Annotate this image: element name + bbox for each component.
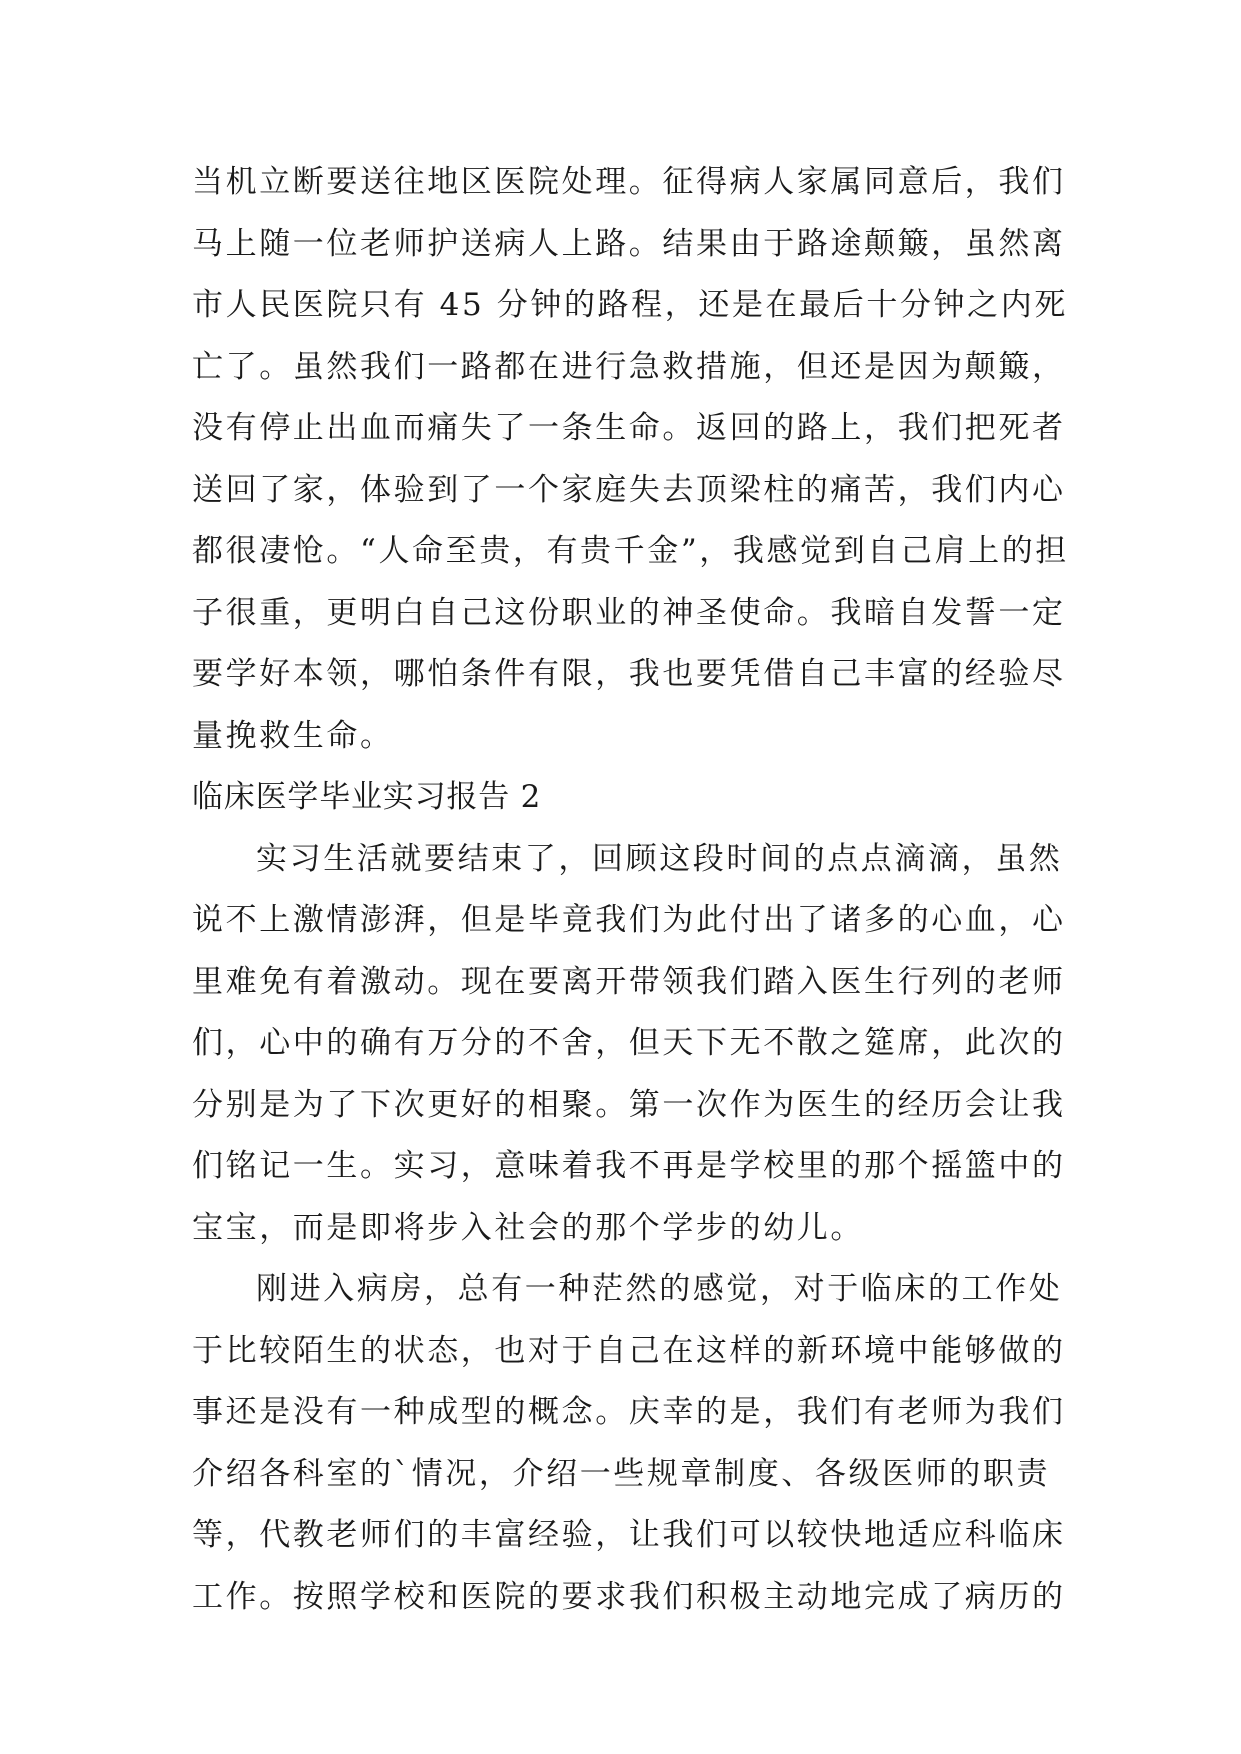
document-body (192, 152, 1069, 1628)
text-line: 们铭记一生。实习，意味着我不再是学校里的那个摇篮中的 (192, 1148, 1066, 1184)
section-heading: 临床医学毕业实习报告 2 (192, 779, 542, 815)
text-line: 市人民医院只有 45 分钟的路程，还是在最后十分钟之内死 (192, 287, 1068, 323)
text-line: 分别是为了下次更好的相聚。第一次作为医生的经历会让我 (192, 1086, 1066, 1123)
text-line: 事还是没有一种成型的概念。庆幸的是，我们有老师为我们 (192, 1394, 1066, 1430)
text-line: 里难免有着激动。现在要离开带领我们踏入医生行列的老师 (192, 963, 1066, 1000)
text-line: 工作。按照学校和医院的要求我们积极主动地完成了病历的 (192, 1578, 1066, 1615)
text-line: 说不上激情澎湃，但是毕竟我们为此付出了诸多的心血，心 (192, 902, 1066, 938)
text-line: 子很重，更明白自己这份职业的神圣使命。我暗自发誓一定 (192, 594, 1066, 631)
text-line: 没有停止出血而痛失了一条生命。返回的路上，我们把死者 (192, 410, 1066, 446)
paragraph-first-line: 刚进入病房，总有一种茫然的感觉，对于临床的工作处 (256, 1271, 1063, 1307)
text-line: 当机立断要送往地区医院处理。征得病人家属同意后，我们 (192, 164, 1066, 200)
text-line: 送回了家，体验到了一个家庭失去顶梁柱的痛苦，我们内心 (192, 471, 1066, 508)
text-line: 都很凄怆。“人命至贵，有贵千金”，我感觉到自己肩上的担 (192, 533, 1069, 569)
text-line: 等，代教老师们的丰富经验，让我们可以较快地适应科临床 (192, 1517, 1066, 1553)
text-line: 马上随一位老师护送病人上路。结果由于路途颠簸，虽然离 (192, 225, 1066, 262)
paragraph-first-line: 实习生活就要结束了，回顾这段时间的点点滴滴，虽然 (256, 840, 1063, 877)
text-line: 亡了。虽然我们一路都在进行急救措施，但还是因为颠簸， (192, 348, 1066, 385)
text-line: 宝宝，而是即将步入社会的那个学步的幼儿。 (192, 1209, 864, 1246)
text-line: 介绍各科室的`情况，介绍一些规章制度、各级医师的职责 (192, 1455, 1051, 1492)
text-line: 要学好本领，哪怕条件有限，我也要凭借自己丰富的经验尽 (192, 656, 1066, 692)
text-line: 们，心中的确有万分的不舍，但天下无不散之筵席，此次的 (192, 1025, 1066, 1061)
text-line: 量挽救生命。 (192, 717, 394, 754)
text-line: 于比较陌生的状态，也对于自己在这样的新环境中能够做的 (192, 1332, 1066, 1369)
